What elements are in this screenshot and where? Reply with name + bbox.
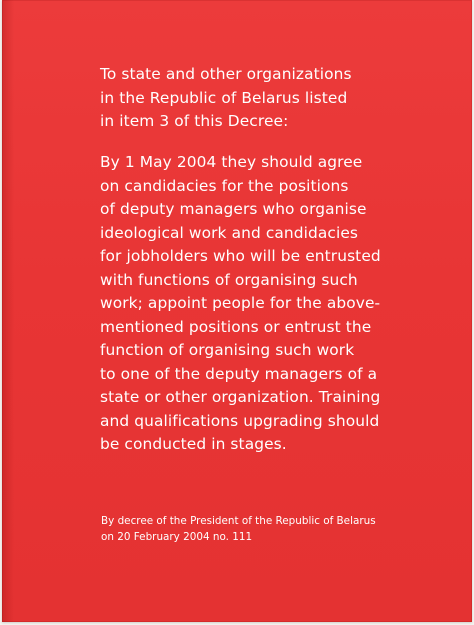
body-line: to one of the deputy managers of a xyxy=(100,364,378,383)
body-line: function of organising such work xyxy=(100,341,355,359)
body-line: and qualifications upgrading should xyxy=(100,411,380,430)
body-paragraph xyxy=(100,151,381,457)
body-line: of deputy managers who organise xyxy=(100,200,367,218)
body-line: state or other organization. Training xyxy=(100,388,381,406)
intro-line: To state and other organizations xyxy=(100,65,352,83)
body-line: By 1 May 2004 they should agree xyxy=(100,153,363,171)
body-line: mentioned positions or entrust the xyxy=(100,317,372,336)
decree-attribution xyxy=(101,513,376,545)
intro-line: in the Republic of Belarus listed xyxy=(100,88,348,107)
cover-spine-shadow xyxy=(2,0,14,622)
body-line: with functions of organising such xyxy=(100,270,358,289)
body-line: work; appoint people for the above- xyxy=(100,294,381,312)
red-cover xyxy=(2,0,472,622)
body-line: ideological work and candidacies xyxy=(100,223,359,242)
body-line: on candidacies for the positions xyxy=(100,176,349,195)
body-line: be conducted in stages. xyxy=(100,435,287,453)
attribution-line: By decree of the President of the Republic of Belarus xyxy=(101,515,376,527)
attribution-line: on 20 February 2004 no. 111 xyxy=(101,531,253,543)
body-line: for jobholders who will be entrusted xyxy=(100,247,381,265)
intro-line: in item 3 of this Decree: xyxy=(100,112,289,130)
intro-paragraph xyxy=(100,63,352,134)
